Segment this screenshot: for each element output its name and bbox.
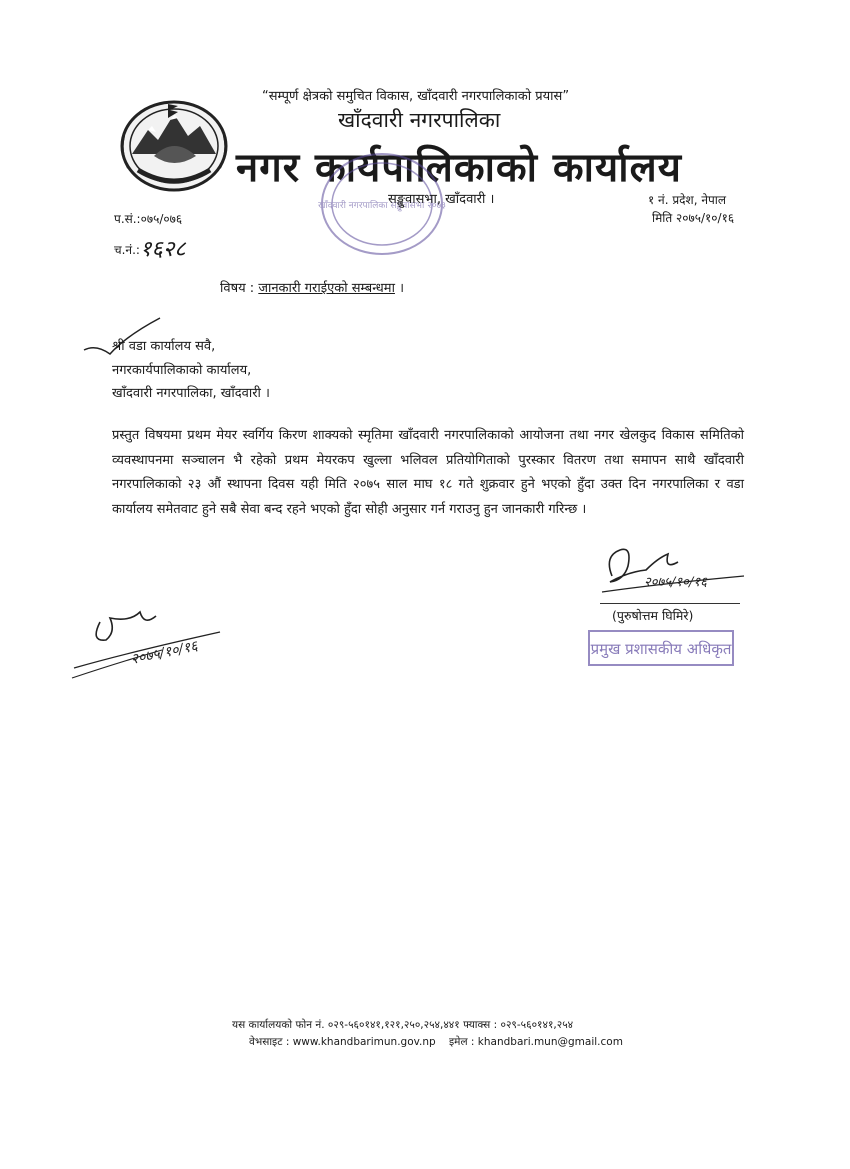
subject-end: । — [399, 281, 405, 296]
letterhead-slogan: “सम्पूर्ण क्षेत्रको समुचित विकास, खाँदवारी नगरपालिकाको प्रयास” — [262, 89, 570, 104]
footer-phone: यस कार्यालयको फोन नं. ०२९-५६०१४१,१२१,२५०,२५४,४४१ फ्याक्स : ०२९-५६०१४१,२५४ — [232, 1019, 574, 1031]
dispatch-number — [114, 233, 186, 263]
dispatch-handwritten: १६२८ — [139, 237, 186, 262]
subject-line — [220, 278, 404, 296]
designation-stamp-text: प्रमुख प्रशासकीय अधिकृत — [590, 640, 732, 658]
svg-text:२०७५/१०/१६: २०७५/१०/१६ — [129, 638, 200, 668]
office-address: सङ्खुवासभा, खाँदवारी । — [388, 192, 495, 207]
dispatch-label: च.नं.: — [114, 243, 140, 257]
office-title: नगर कार्यपालिकाको कार्यालय — [236, 145, 682, 191]
province: १ नं. प्रदेश, नेपाल — [648, 193, 727, 207]
office-name: खाँदवारी नगरपालिका — [338, 108, 501, 132]
office-seal-text: खाँदवारी नगरपालिका सङ्खुवासभा २०७३ — [318, 201, 446, 211]
signature-line — [600, 603, 740, 604]
svg-text:२०७५/१०/१६: २०७५/१०/१६ — [644, 575, 707, 590]
recipient-line: नगरकार्यपालिकाको कार्यालय, — [112, 363, 252, 378]
designation-stamp — [588, 630, 734, 666]
receiver-signature — [70, 592, 230, 682]
recipient-line: श्री वडा कार्यालय सवै, — [112, 339, 216, 354]
footer-web: वेभसाइट : www.khandbarimun.gov.np इमेल : khandbari.mun@gmail.com — [249, 1036, 623, 1048]
subject-label: विषय : — [220, 281, 255, 296]
signatory-name: (पुरुषोत्तम घिमिरे) — [612, 608, 694, 623]
nepal-emblem-logo — [118, 96, 230, 192]
recipient-line: खाँदवारी नगरपालिका, खाँदवारी । — [112, 386, 270, 401]
subject-text: जानकारी गराईएको सम्बन्धमा — [258, 281, 395, 296]
letter-body: प्रस्तुत विषयमा प्रथम मेयर स्वर्गिय किरण शाक्यको स्मृतिमा खाँदवारी नगरपालिकाको आयोजना तथा नगर खेलकुद विकास समितिको व्यवस्थापनमा सञ्चालन भै रहेको प्रथम मेयरकप खुल्ला भलिवल प्रतियोगिताको पुरस्कार वितरण तथा समापन साथै खाँदवारी नगरपालिकाको २३ औं स्थापना दिवस यही मिति २०७५ साल माघ १८ गते शुक्रवार हुने भएको हुँदा उक्त दिन नगरपालिका र वडा कार्यालय समेतवाट हुने सबै सेवा बन्द रहने भएको हुँदा सोही अनुसार गर्न गराउनु हुन जानकारी गरिन्छ । — [112, 428, 744, 517]
letter-date: मिति २०७५/१०/१६ — [652, 211, 735, 225]
reference-number: प.सं.:०७५/०७६ — [114, 212, 183, 226]
officer-signature — [598, 536, 748, 600]
